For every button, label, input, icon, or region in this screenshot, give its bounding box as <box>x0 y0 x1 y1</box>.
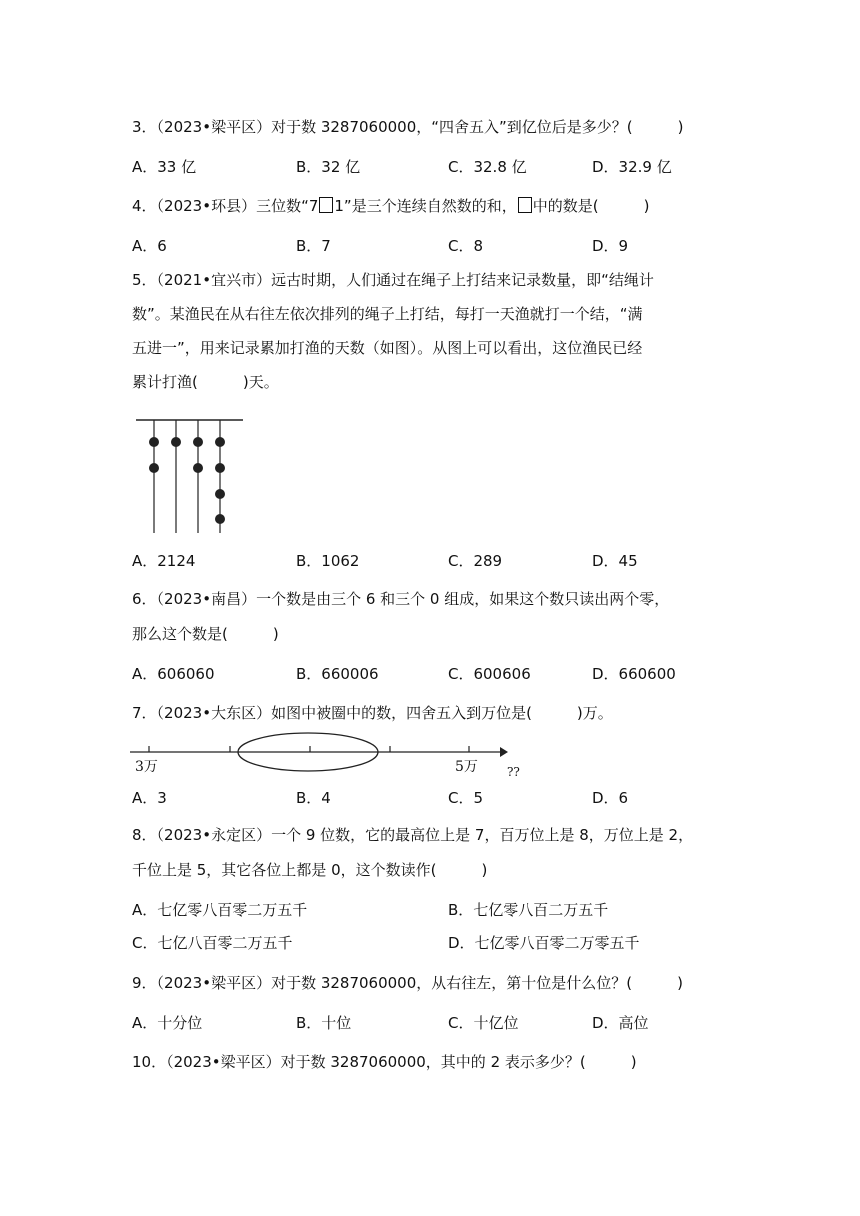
arrow-right-icon <box>500 747 508 757</box>
q4-option-c[interactable]: C．8 <box>448 237 484 255</box>
q3-option-d[interactable]: D．32.9 亿 <box>592 158 672 176</box>
q5-option-d[interactable]: D．45 <box>592 552 638 570</box>
q4-stem-part-3: 中的数是( ) <box>532 197 650 215</box>
q4-option-a[interactable]: A．6 <box>132 237 167 255</box>
q9-option-a[interactable]: A．十分位 <box>132 1014 203 1032</box>
q8-stem-line-1: 8．（2023•永定区）一个 9 位数，它的最高位上是 7，百万位上是 8，万位上是 2， <box>132 826 694 844</box>
q5-option-c[interactable]: C．289 <box>448 552 503 570</box>
q6-stem-line-1: 6．（2023•南昌）一个数是由三个 6 和三个 0 组成，如果这个数只读出两个零， <box>132 590 670 608</box>
q6-option-b[interactable]: B．660006 <box>296 665 379 683</box>
q7-option-d[interactable]: D．6 <box>592 789 629 807</box>
q5-option-a[interactable]: A．2124 <box>132 552 196 570</box>
q5-stem-line-3: 五进一”，用来记录累加打渔的天数（如图）。从图上可以看出，这位渔民已经 <box>132 339 643 357</box>
q4-option-d[interactable]: D．9 <box>592 237 629 255</box>
q8-stem-line-2: 千位上是 5，其它各位上都是 0，这个数读作( ) <box>132 861 488 879</box>
q6-option-a[interactable]: A．606060 <box>132 665 215 683</box>
q10-stem: 10．（2023•梁平区）对于数 3287060000，其中的 2 表示多少？( ) <box>132 1053 637 1071</box>
q3-option-a[interactable]: A．33 亿 <box>132 158 197 176</box>
q8-option-d[interactable]: D．七亿零八百零二万零五千 <box>448 934 640 952</box>
q6-stem-line-2: 那么这个数是( ) <box>132 625 279 643</box>
q3-option-b[interactable]: B．32 亿 <box>296 158 361 176</box>
q6-option-d[interactable]: D．660600 <box>592 665 676 683</box>
q6-option-c[interactable]: C．600606 <box>448 665 531 683</box>
number-line-label-left: 3万 <box>135 759 158 775</box>
q4-option-b[interactable]: B．7 <box>296 237 331 255</box>
number-line-label-right: 5万 <box>455 759 478 775</box>
q3-stem: 3．（2023•梁平区）对于数 3287060000，“四舍五入”到亿位后是多少？( ) <box>132 118 684 136</box>
q7-option-c[interactable]: C．5 <box>448 789 484 807</box>
q9-option-d[interactable]: D．高位 <box>592 1014 649 1032</box>
q7-option-b[interactable]: B．4 <box>296 789 331 807</box>
q8-option-b[interactable]: B．七亿零八百二万五千 <box>448 901 609 919</box>
q9-option-c[interactable]: C．十亿位 <box>448 1014 519 1032</box>
q3-option-c[interactable]: C．32.8 亿 <box>448 158 527 176</box>
q9-stem: 9．（2023•梁平区）对于数 3287060000，从右往左，第十位是什么位？( ) <box>132 974 683 992</box>
q4-stem-part-1: 4．（2023•环县）三位数“7 <box>132 197 319 215</box>
q5-stem-line-4: 累计打渔( )天。 <box>132 373 279 391</box>
q5-stem-line-2: 数”。某渔民在从右往左依次排列的绳子上打结，每打一天渔就打一个结，“满 <box>132 305 643 323</box>
q4-stem-part-2: 1”是三个连续自然数的和， <box>334 197 517 215</box>
q7-stem: 7．（2023•大东区）如图中被圈中的数，四舍五入到万位是( )万。 <box>132 704 613 722</box>
q5-stem-line-1: 5．（2021•宜兴市）远古时期，人们通过在绳子上打结来记录数量，即“结绳计 <box>132 271 654 289</box>
q7-option-a[interactable]: A．3 <box>132 789 167 807</box>
q8-option-a[interactable]: A．七亿零八百零二万五千 <box>132 901 308 919</box>
number-line-label-unknown: ?? <box>507 765 520 779</box>
q8-option-c[interactable]: C．七亿八百零二万五千 <box>132 934 293 952</box>
q5-option-b[interactable]: B．1062 <box>296 552 360 570</box>
q9-option-b[interactable]: B．十位 <box>296 1014 352 1032</box>
